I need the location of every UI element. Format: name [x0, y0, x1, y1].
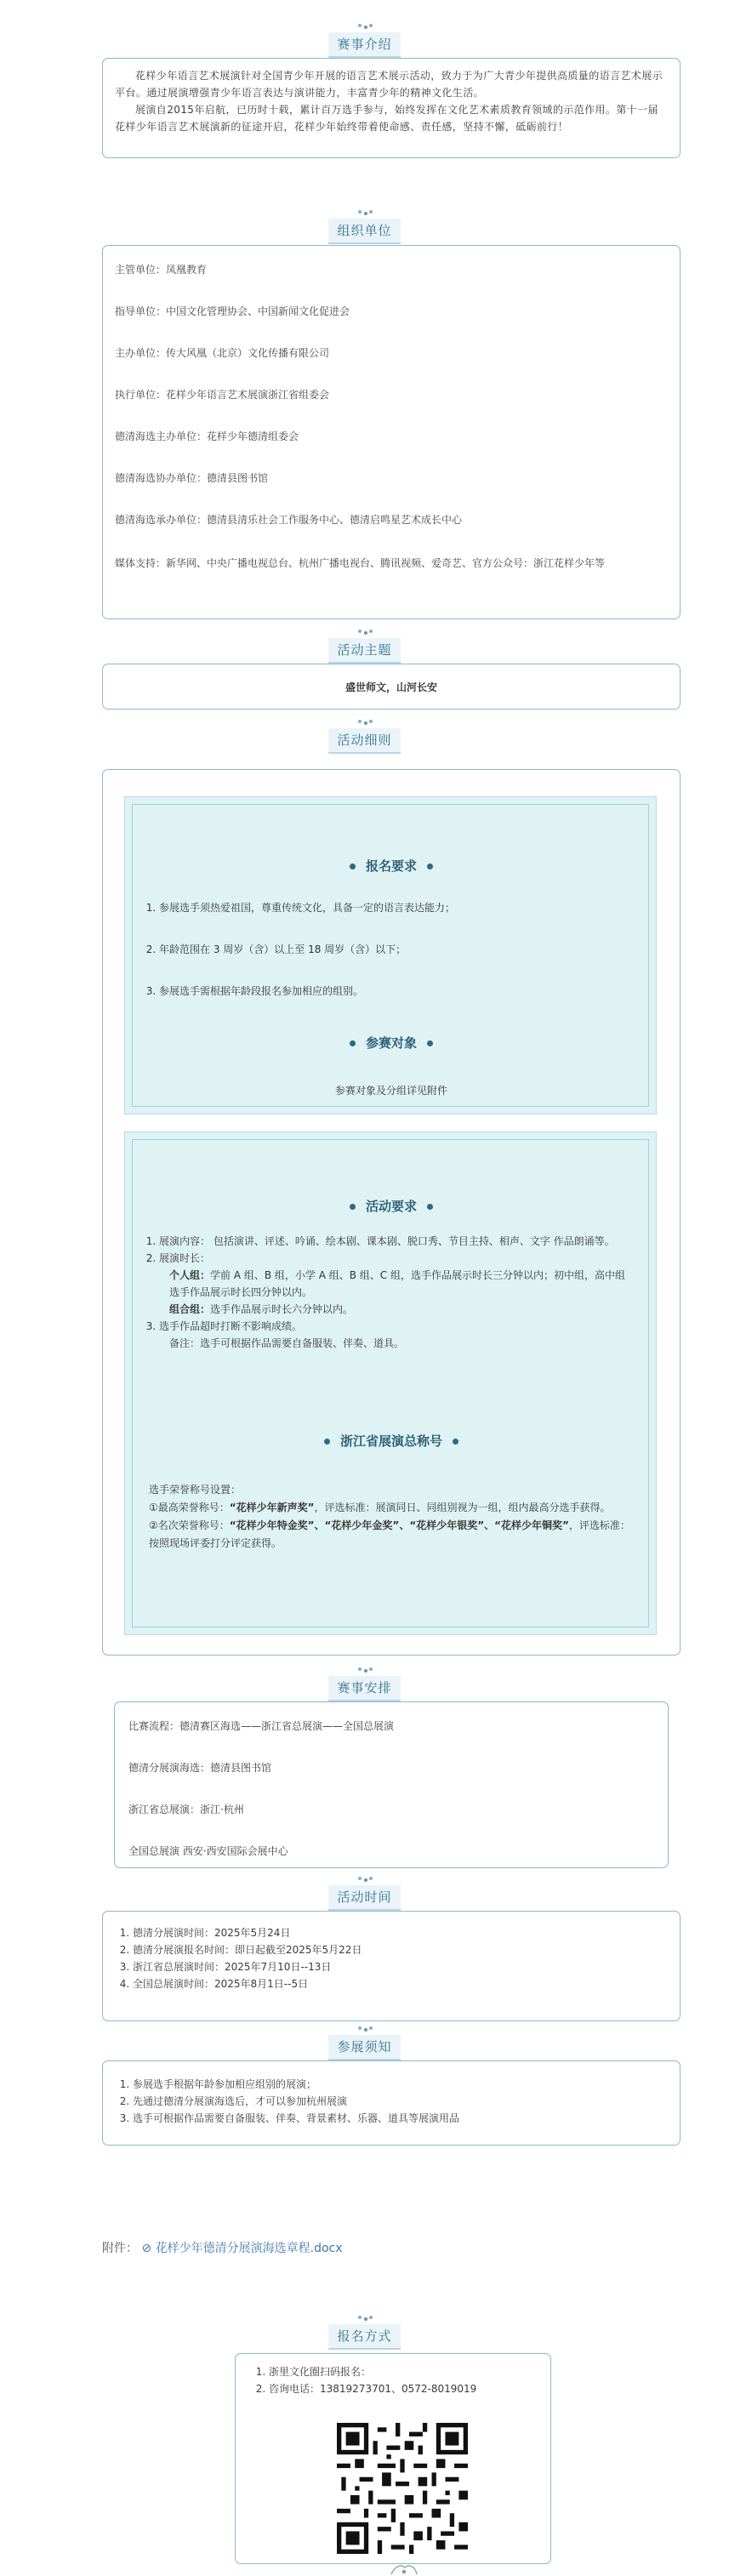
schedule-line: 比赛流程：德清赛区海选——浙江省总展演——全国总展演: [128, 1720, 395, 1732]
list-item: 1. 展演内容： 包括演讲、评述、吟诵、绘本剧、课本剧、脱口秀、节目主持、相声、文字 作品朗诵等。: [159, 1233, 632, 1250]
dot-icon: [427, 1204, 433, 1210]
org-line: 执行单位：花样少年语言艺术展演浙江省组委会: [115, 389, 330, 401]
schedule-line: 德清分展演海选：德清县图书馆: [128, 1762, 272, 1774]
dot-icon: [324, 1439, 330, 1445]
group-text: 学前 A 组、B 组，小学 A 组、B 组、C 组，选手作品展示时长三分钟以内；初中组，高中组选手作品展示时长四分钟以内。: [169, 1269, 625, 1298]
decor-dots-icon: [0, 1667, 729, 1674]
org-line: 指导单位：中国文化管理协会、中国新闻文化促进会: [115, 305, 350, 317]
honor-prefix: ②名次荣誉称号：: [149, 1519, 230, 1531]
section-header-rules: [0, 720, 729, 754]
activity-panel: [124, 1131, 657, 1635]
decor-dots-icon: [0, 630, 729, 636]
list-item: [159, 1318, 632, 1352]
section-title: 活动细则: [328, 728, 400, 754]
dot-icon: [350, 863, 356, 869]
requirements-list: [159, 899, 635, 1000]
dot-icon: [350, 1204, 356, 1210]
honor-criteria: ，评选标准：展演同日、同组别视为一组，组内最高分选手获得。: [314, 1502, 611, 1513]
list-item-text: 选手作品超时打断不影响成绩。: [159, 1320, 303, 1332]
honor-item: [149, 1517, 634, 1553]
list-item: 2. 年龄范围在 3 周岁（含）以上至 18 周岁（含）以下；: [159, 941, 635, 958]
decor-dots-icon: [0, 1877, 729, 1884]
sub-title-target: [125, 1034, 658, 1051]
section-header-schedule: [0, 1667, 729, 1701]
sub-title-requirements: [125, 857, 658, 875]
section-header-org: [0, 210, 729, 244]
honor-block: [149, 1481, 634, 1553]
target-text: 参赛对象及分组详见附件: [334, 1085, 447, 1097]
notice-list: [114, 2076, 658, 2127]
sub-line: [169, 1301, 632, 1318]
theme-text: 盛世师文，山河长安: [345, 681, 437, 693]
link-icon: ⊘: [141, 2242, 152, 2255]
schedule-card: [114, 1701, 669, 1868]
org-line: 主管单位：凤凰教育: [115, 264, 208, 276]
attachment-link[interactable]: [141, 2242, 342, 2255]
attachment: [102, 2239, 343, 2256]
sub-title-text: 活动要求: [365, 1199, 417, 1214]
honor-criteria: ，评选标准：按照现场评委打分评定获得。: [149, 1519, 630, 1549]
org-line: 德清海选主办单位：花样少年德清组委会: [115, 430, 299, 442]
attachment-label: 附件：: [102, 2242, 138, 2255]
section-title: 组织单位: [328, 219, 400, 244]
section-title: 赛事介绍: [328, 32, 400, 58]
theme-card: [102, 664, 681, 710]
list-item-text: 展演时长：: [159, 1252, 211, 1264]
list-item: [159, 1250, 632, 1318]
group-label: 个人组：: [169, 1269, 211, 1281]
schedule-line: 全国总展演 西安·西安国际会展中心: [128, 1845, 288, 1857]
section-header-contact: [0, 2316, 729, 2350]
section-header-time: [0, 1877, 729, 1911]
requirements-panel: [124, 796, 657, 1114]
org-card: [102, 245, 681, 619]
group-label: 组合组：: [169, 1303, 211, 1315]
dot-icon: [427, 863, 433, 869]
honor-item: [149, 1499, 634, 1517]
section-title: 赛事安排: [328, 1676, 400, 1701]
section-title: 活动主题: [328, 638, 400, 664]
honor-name: “花样少年新声奖”: [229, 1502, 315, 1513]
activity-list: [159, 1233, 632, 1352]
time-list: [114, 1924, 658, 1992]
dot-icon: [350, 1040, 356, 1046]
decor-dots-icon: [0, 210, 729, 217]
section-title: 参展须知: [328, 2035, 400, 2060]
list-item: 1. 参展选手须热爱祖国，尊重传统文化，具备一定的语言表达能力；: [159, 899, 635, 916]
section-header-theme: [0, 630, 729, 664]
section-header-intro: [0, 24, 729, 58]
attachment-file: 花样少年德清分展演海选章程.docx: [155, 2242, 343, 2255]
dot-icon: [427, 1040, 433, 1046]
org-line: 德清海选承办单位：德清县清乐社会工作服务中心、德清启鸣星艺术成长中心: [115, 514, 463, 526]
contact-list: [250, 2363, 539, 2397]
list-item: 2. 德清分展演报名时间：即日起截至2025年5月22日: [133, 1941, 658, 1958]
section-header-notice: [0, 2026, 729, 2060]
sub-title-text: 报名要求: [365, 858, 417, 874]
intro-card: [102, 58, 681, 158]
schedule-line: 浙江省总展演：浙江·杭州: [128, 1804, 244, 1815]
list-item: 1. 参展选手根据年龄参加相应组别的展演；: [133, 2076, 658, 2093]
sub-title-text: 参赛对象: [365, 1035, 417, 1051]
list-item: 1. 浙里文化圈扫码报名：: [269, 2363, 539, 2380]
intro-paragraph: 展演自2015年启航，已历时十载，累计百万选手参与，始终发挥在文化艺术素质教育领域的示范作用。第十一届花样少年语言艺术展演新的征途开启，花样少年始终带着使命感、责任感，坚持不懈，砥砺前行！: [115, 104, 658, 133]
sub-title-activity: [125, 1197, 658, 1215]
honor-intro: 选手荣誉称号设置：: [149, 1484, 242, 1496]
decor-dots-icon: [0, 720, 729, 727]
list-item: 3. 浙江省总展演时间：2025年7月10日--13日: [133, 1958, 658, 1975]
org-line: 德清海选协办单位：德清县图书馆: [115, 472, 269, 484]
honor-prefix: ①最高荣誉称号：: [149, 1502, 230, 1513]
dot-icon: [453, 1439, 458, 1445]
decor-dots-icon: [0, 24, 729, 31]
honor-name: “花样少年特金奖”、“花样少年金奖”、“花样少年银奖”、“花样少年铜奖”: [229, 1519, 569, 1531]
list-item: 3. 参展选手需根据年龄段报名参加相应的组别。: [159, 983, 635, 1000]
section-title: 报名方式: [328, 2324, 400, 2350]
list-item: 1. 德清分展演时间：2025年5月24日: [133, 1924, 658, 1941]
org-line: 主办单位：传大风凰（北京）文化传播有限公司: [115, 347, 330, 359]
decor-dots-icon: [0, 2316, 729, 2322]
sub-line: [169, 1267, 632, 1301]
sub-line: 备注：选手可根据作品需要自备服装、伴奏、道具。: [169, 1337, 405, 1349]
list-item: 2. 咨询电话：13819273701、0572-8019019: [269, 2380, 539, 2397]
list-item: 3. 选手可根据作品需要自备服装、伴奏、背景素材、乐器、道具等展演用品: [133, 2110, 658, 2127]
sub-title-text: 浙江省展演总称号: [339, 1433, 442, 1449]
qr-code[interactable]: [337, 2423, 468, 2554]
sub-title-honor: [125, 1432, 658, 1450]
list-item: 2. 先通过德清分展演海选后，才可以参加杭州展演: [133, 2093, 658, 2110]
list-item: 4. 全国总展演时间：2025年8月1日--5日: [133, 1975, 658, 1992]
decor-dots-icon: [0, 2026, 729, 2033]
intro-paragraph: 花样少年语言艺术展演针对全国青少年开展的语言艺术展示活动，致力于为广大青少年提供高质量的语言艺术展示平台。通过展演增强青少年语言表达与演讲能力，丰富青少年的精神文化生活。: [115, 70, 664, 99]
section-title: 活动时间: [328, 1885, 400, 1911]
footer-leaf-logo-icon: [386, 2562, 422, 2576]
org-line: 媒体支持：新华网、中央广播电视总台、杭州广播电视台、腾讯视频、爱奇艺、官方公众号：浙江花样少年等: [115, 557, 606, 569]
group-text: 选手作品展示时长六分钟以内。: [210, 1303, 354, 1315]
